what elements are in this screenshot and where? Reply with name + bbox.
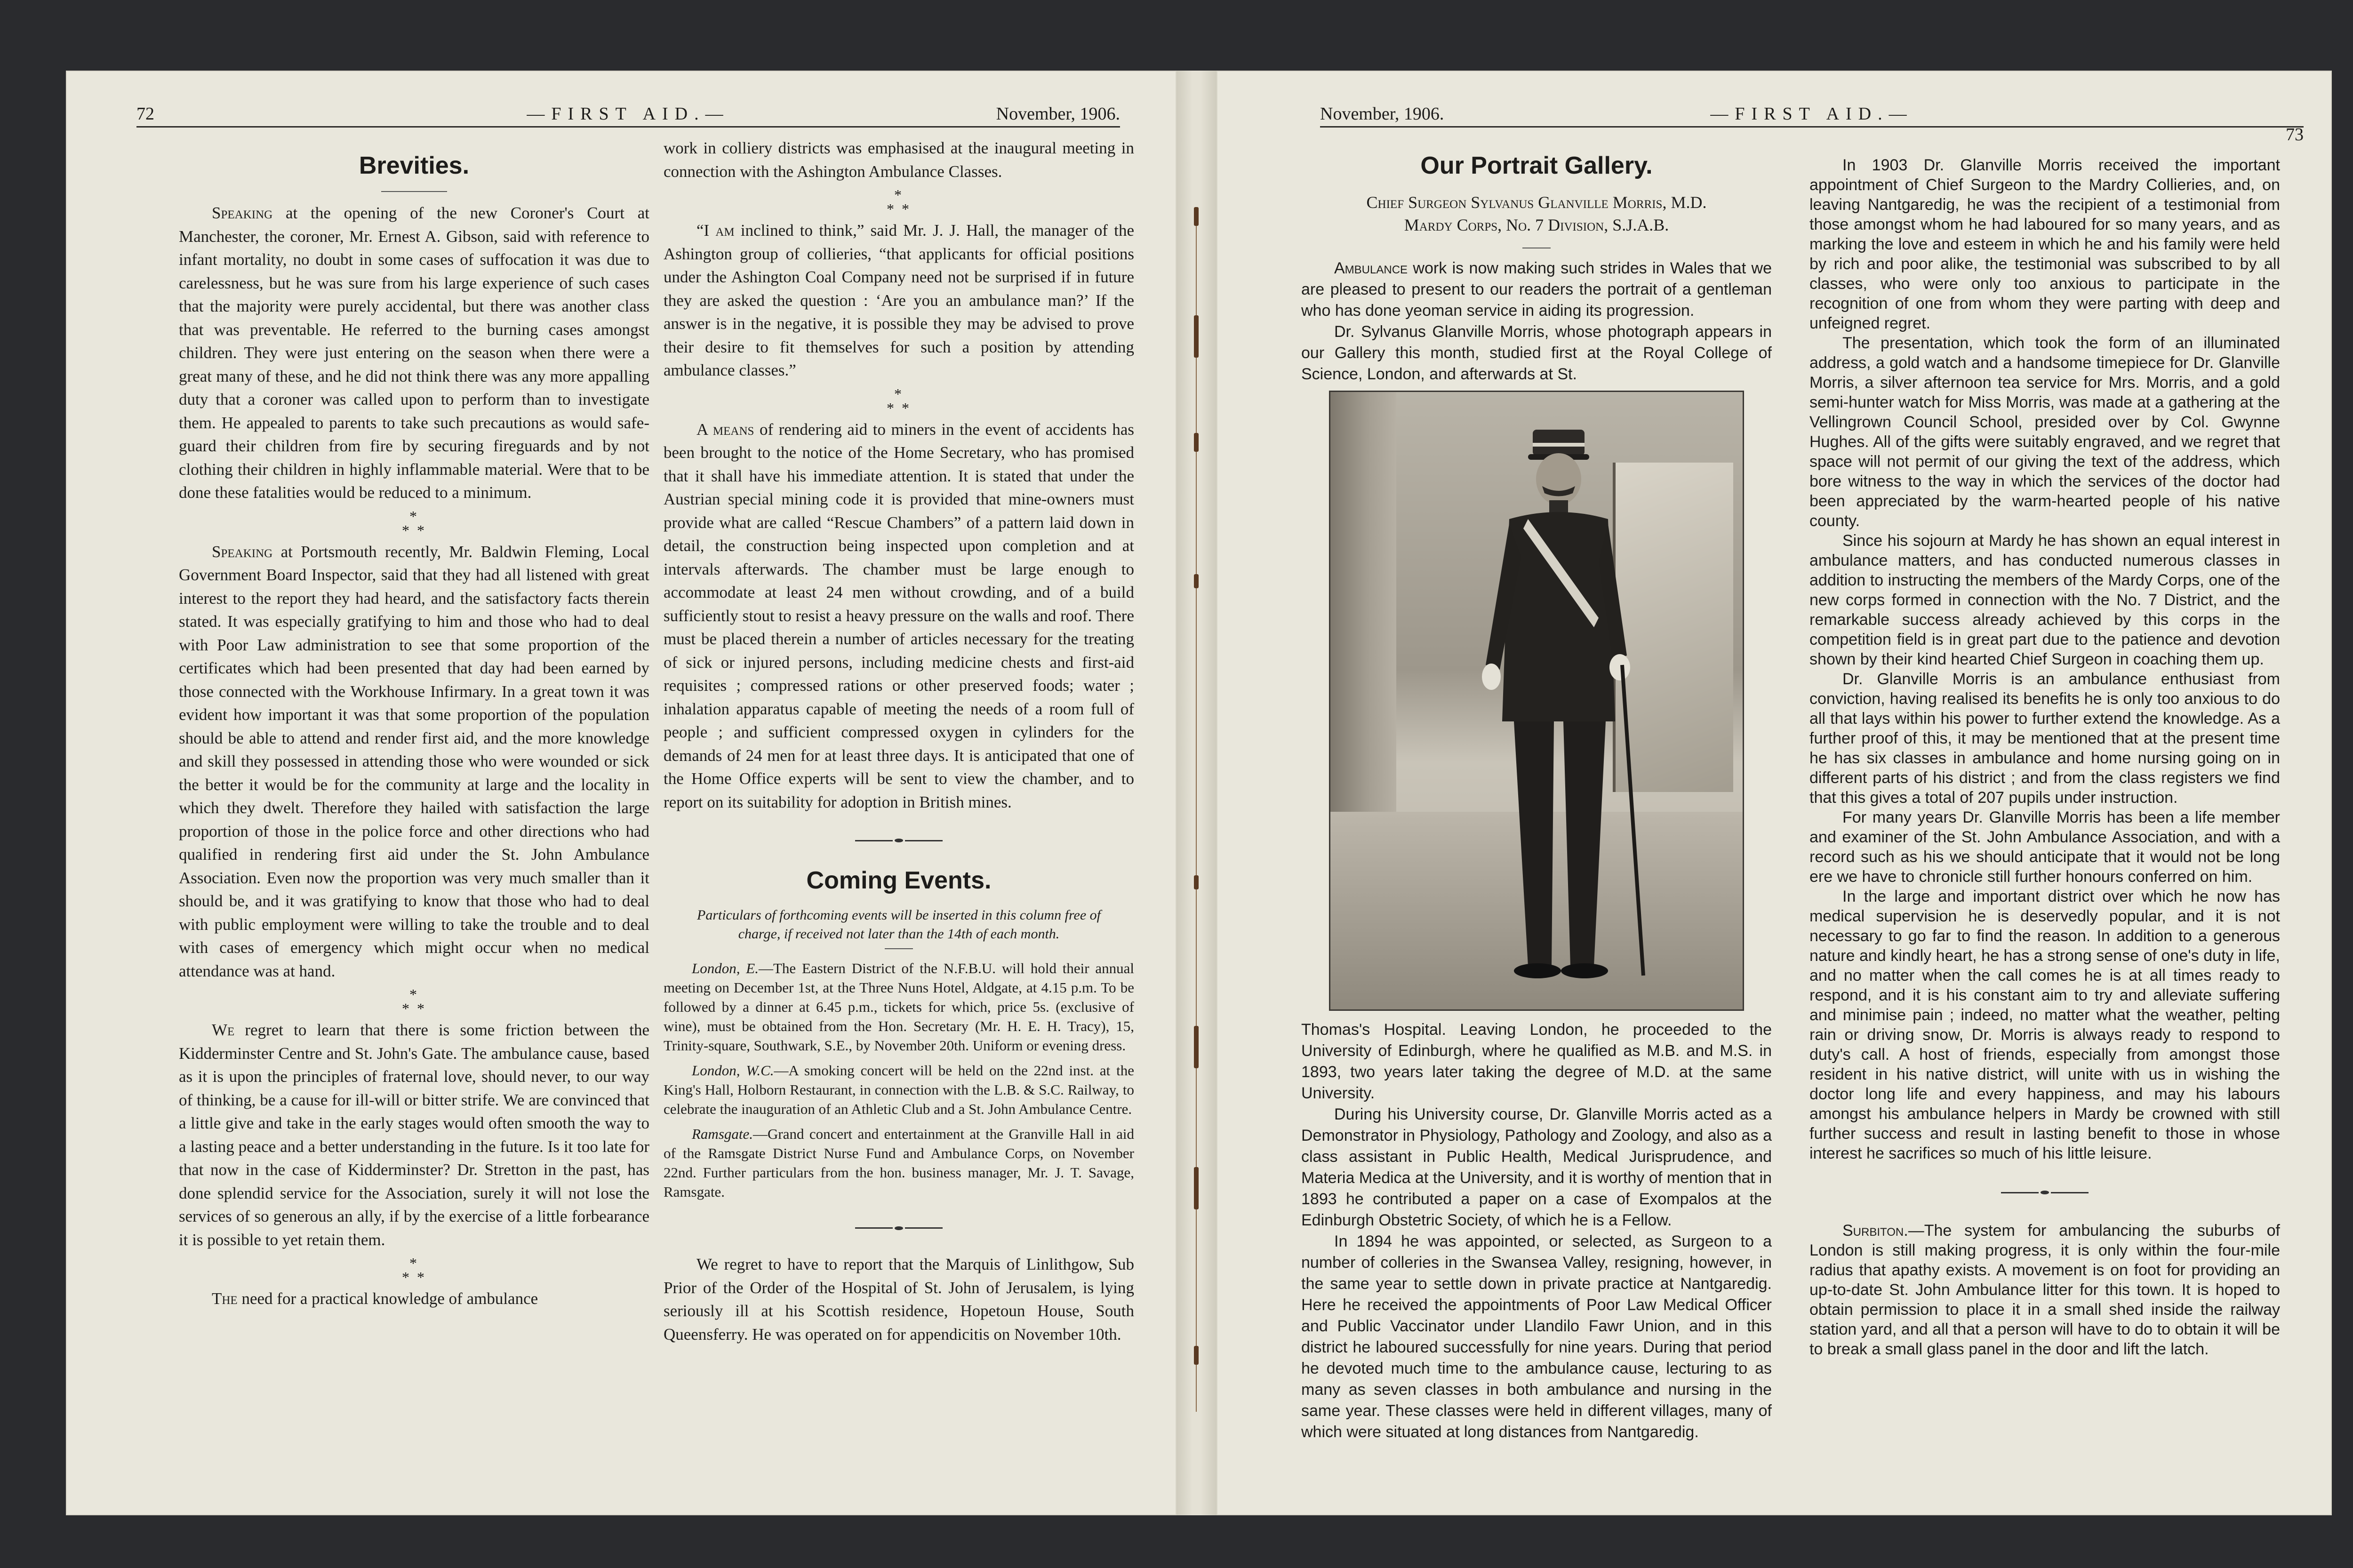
section-separator [664, 1216, 1134, 1239]
section-heading: Our Portrait Gallery. [1420, 152, 1653, 179]
page-number: 73 [2286, 125, 2304, 144]
binding-thread [1196, 207, 1197, 1412]
paragraph: We regret to learn that there is some friction between the Kidderminster Centre and St. John's Gate. The ambulance cause, based as it is upon the principles of fraternal love, should never, to our way of thinking, be a cause for ill-will or bitter strife. We are convinced that a little give and take in the early stages would often smooth the way to a lasting peace and a better understanding in the future. Is it too late for that now in the case of Kidderminster? Dr. Stretton in the past, has done splendid service for the Association, surely it will not lose the services of so generous an ally, if by the exercise of a little forbearance it is possible to yet retain them. [179, 1021, 649, 1249]
paragraph: For many years Dr. Glanville Morris has been a life member and examiner of the St. John Ambulance Association, and with a record such as his we should anticipate that it would not be long ere we have to chronicle still further honours conferred on him. [1809, 808, 2280, 886]
running-head [136, 103, 1120, 128]
section-separator [664, 828, 1134, 851]
asterism: * * * [402, 507, 426, 539]
paragraph: Ambulance work is now making such strides in Wales that we are pleased to present to our readers the portrait of a gentleman who has done yeoman service in aiding its progression. [1301, 259, 1772, 320]
paragraph: During his University course, Dr. Glanville Morris acted as a Demonstrator in Physiology, Pathology and Zoology, and also as a class assistant in Public Health, Medical Jurisprudence, and Materia Medica at the University, and it is worthy of mention that in 1893 he contributed a paper on a case of Exompalos at the Edinburgh Obstetric Society, of which he is a Fellow. [1301, 1105, 1772, 1229]
running-head [1320, 103, 2304, 144]
paragraph: Thomas's Hospital. Leaving London, he proceeded to the University of Edinburgh, where he qualified as M.B. and M.S. in 1893, two years later taking the degree of M.D. at the same University. [1301, 1021, 1772, 1102]
asterism: * * * [887, 186, 911, 217]
event-item: Ramsgate.—Grand concert and entertainment at the Granville Hall in aid of the Ramsgate District Nurse Fund and Ambulance Corps, on November 22nd. Further particulars from the hon. business manager, Mr. J. T. Savage, Ramsgate. [664, 1125, 1134, 1200]
asterism: * * * [402, 986, 426, 1017]
binding-stitch [1194, 433, 1199, 452]
column-left [179, 136, 649, 1311]
binding-stitch [1194, 1346, 1199, 1365]
paragraph: The need for a practical knowledge of ambulance [212, 1289, 538, 1308]
portrait-subject: Chief Surgeon Sylvanus Glanville Morris, M.D. Mardy Corps, No. 7 Division, S.J.A.B. [1366, 193, 1707, 234]
paragraph: work in colliery districts was emphasised at the inaugural meeting in connection with the Ashington Ambulance Classes. [664, 139, 1134, 181]
binding-stitch [1194, 315, 1199, 358]
events-list [664, 959, 1134, 1201]
paragraph: Surbiton.—The system for ambulancing the suburbs of London is still making progress, it is only within the four-mile radius that apathy exists. A movement is on foot for providing an up-to-date St. John Ambulance litter for this town. It is hoped to obtain permission to place it in a small shed inside the railway station yard, and all that a person will have to do to obtain it will be to break a small glass panel in the door and lift the latch. [1809, 1222, 2280, 1358]
divider [381, 191, 447, 192]
portrait-photo [1329, 391, 1744, 1011]
paragraph: In the large and important district over which he now has medical supervision he is deservedly popular, and it is not necessary to go far to find the reason. In addition to a generous nature and kindly heart, he has a strong sense of one's duty in life, and no matter when the call comes he is at all times ready to respond, and it is his constant aim to try and alleviate suffering and minimise pain ; indeed, no matter what the weather, pelting rain or driving snow, Dr. Morris is always ready to respond to duty's call. A host of friends, especially from amongst those resident in his native district, will unite with us in wishing the doctor long life and every happiness, and may his labours amongst his ambulance helpers in Mardy be crowned with still further success and result in lasting benefit to those in whose interest he sacrifices so much of his little leisure. [1809, 888, 2280, 1162]
issue-date: November, 1906. [1320, 104, 1444, 124]
event-item: London, W.C.—A smoking concert will be held on the 22nd inst. at the King's Hall, Holborn Restaurant, in connection with the L.B. & S.C. Railway, to celebrate the inauguration of an Athletic Club and a St. John Ambulance Centre. [664, 1062, 1134, 1117]
asterism: * * * [402, 1255, 426, 1286]
paragraph: In 1894 he was appointed, or selected, as Surgeon to a number of colleries in the Swansea Valley, resigning, however, in the same year to settle down in private practice at Nantgaredig. Here he received the appointments of Poor Law Medical Officer and Public Vaccinator under Llandilo Fawr Union, and in this district he laboured successfully for nine years. During that period he devoted much time to the ambulance cause, lecturing to as many as seven classes in both ambulance and nursing in the same year. These classes were held in different villages, many of which were situated at long distances from Nantgaredig. [1301, 1232, 1772, 1441]
column-right [1809, 155, 2280, 1359]
paragraph: A means of rendering aid to miners in the event of accidents has been brought to the notice of the Home Secretary, who has promised that it shall have his immediate attention. It is stated that under the Austrian special mining code it is provided that mine-owners must provide what are called “Rescue Chambers” of a pattern laid down in detail, the construction being inspected upon completion and at intervals afterwards. The chamber must be large enough to accommodate at least 24 men without crowding, and of a build sufficiently stout to resist a heavy pressure on the walls and roof. There must be placed therein a number of articles necessary for the treating of sick or injured persons, including medicine chests and first-aid requisites ; compressed rations or other preserved foods; water ; inhalation apparatus capable of meeting the needs of a room full of people ; and sufficient compressed oxygen in cylinders for the demands of 24 men for at least three days. It is anticipated that one of the Home Office experts will be sent to view the chamber, and to report on its suitability for adoption in British mines. [664, 420, 1135, 811]
paragraph: Speaking at Portsmouth recently, Mr. Baldwin Fleming, Local Government Board Inspector, said that they had all listened with great interest to the report they had heard, and the satisfactory facts therein stated. It was especially gratifying to him and those who had to deal with Poor Law administration to see that some proportion of the certificates which had been presented that day had been earned by those connected with the Workhouse Infirmary. In a great town it was evident how important it was that some proportion of the population should be able to attend and render first aid, and the more knowledge and skill they possessed in attending those who were wounded or sick the better it would be for the community at large and the locality in which they dwelt. Therefore they hailed with satisfaction the large proportion of those in the police force and other directions who had qualified in rendering first aid under the St. John Ambulance Association. Even now the proportion was very much smaller than it should be, and it was gratifying to know that those who had to deal with public employment were willing to take the trouble and to deal with cases of emergency which might occur when no medical attendance was at hand. [179, 542, 649, 980]
paragraph: Dr. Glanville Morris is an ambulance enthusiast from conviction, having realised its benefits he is only too anxious to do all that lays within his power to further extend the knowledge. As a further proof of this, it may be mentioned that at the present time he has six classes in ambulance and home nursing going on in different parts of his district ; and from the class registers we find that this gives a total of 207 pupils under instruction. [1809, 670, 2280, 807]
asterism: * * * [887, 385, 911, 416]
paragraph: Speaking at the opening of the new Coroner's Court at Manchester, the coroner, Mr. Ernest A. Gibson, said with reference to infant mortality, no doubt in some cases of suffocation it was due to carelessness, but he was sure from his large experience of such cases that the majority were purely accidental, but there was another class that was preventable. He referred to the burning cases amongst children. They were just entering on the season when there were a great many of these, and he did not think there was any more appalling duty that a coroner was called upon to perform than to investigate them. He appealed to parents to take such precautions as would safe-guard their children from fire by securing fireguards and by not clothing their children in highly inflammable material. Were that to be done these fatalities would be reduced to a minimum. [179, 204, 649, 502]
section-heading: Coming Events. [806, 866, 992, 894]
right-page [1217, 71, 2332, 1515]
binding-stitch [1194, 1026, 1199, 1068]
paragraph: Dr. Sylvanus Glanville Morris, whose photograph appears in our Gallery this month, studied first at the Royal College of Science, London, and afterwards at St. [1301, 323, 1772, 383]
event-item: London, E.—The Eastern District of the N.F.B.U. will hold their annual meeting on December 1st, at the Three Nuns Hotel, Aldgate, at 4.15 p.m. To be followed by a dinner at 6.45 p.m., tickets for which, price 5s. (exclusive of wine), must be obtained from the Hon. Secretary (Mr. H. E. H. Tracy), 15, Trinity-square, Southwark, S.E., by November 20th. Uniform or evening dress. [664, 960, 1134, 1054]
column-right [664, 136, 1134, 1346]
page-number: 72 [136, 104, 154, 124]
column-left [1301, 136, 1772, 1443]
left-page [66, 71, 1176, 1515]
paragraph: The presentation, which took the form of an illuminated address, a gold watch and a handsome timepiece for Dr. Glanville Morris, a silver afternoon tea service for Mrs. Morris, and a gold semi-hunter watch for Miss Morris, was made at a gathering at the Vellingrown Council School, presided over by Col. Gwynne Hughes. All of the gifts were suitably engraved, and we regret that space will not permit of our giving the text of the address, which bore witness to the way in which the services of the doctor had been appreciated by the warm-hearted people of his native county. [1809, 334, 2280, 530]
paragraph: We regret to have to report that the Marquis of Linlithgow, Sub Prior of the Order of the Hospital of St. John of Jerusalem, is lying seriously ill at his Scottish residence, Hopetoun House, South Queensferry. He was operated on for appendicitis on November 10th. [664, 1255, 1134, 1344]
paragraph: Since his sojourn at Mardy he has shown an equal interest in ambulance matters, and has conducted numerous classes in addition to instructing the members of the Mardy Corps, one of the new corps formed in connection with the No. 7 District, and the remarkable success already achieved by this corps in the competition field is in great part due to the patience and devotion shown by their kind hearted Chief Surgeon in coaching them up. [1809, 532, 2280, 668]
divider [885, 948, 913, 949]
binding-stitch [1194, 574, 1199, 588]
standing-man-figure [1457, 420, 1655, 994]
paragraph: In 1903 Dr. Glanville Morris received the important appointment of Chief Surgeon to the Mardry Collieries, and, on leaving Nantgaredig, he was the recipient of a testimonial from those amongst whom he had laboured for so many years, and as marking the love and esteem in which he and his family were held by rich and poor alike, the testimonial was subscribed to by all classes, who were only too anxious to participate in the recognition of one from whom they were parting with deep and unfeigned regret. [1809, 156, 2280, 332]
section-separator [1809, 1182, 2280, 1202]
paragraph: “I am inclined to think,” said Mr. J. J. Hall, the manager of the Ashington group of collieries, “that applicants for official positions under the Ashington Coal Company need not be surprised if in future they are asked the question : ‘Are you an ambulance man?’ If the answer is in the negative, it is possible they may be advised to prove their desire to fit themselves for such a position by attending ambulance classes.” [664, 221, 1134, 379]
binding-stitch [1194, 1167, 1199, 1209]
running-title: —FIRST AID.— [527, 104, 730, 124]
section-heading: Brevities. [359, 152, 470, 179]
running-title: —FIRST AID.— [1710, 104, 1913, 124]
binding-stitch [1194, 875, 1199, 889]
events-note: Particulars of forthcoming events will be inserted in this column free of charge, if received not later than the 14th of each month. [697, 907, 1101, 942]
binding-stitch [1194, 207, 1199, 226]
issue-date: November, 1906. [996, 104, 1120, 124]
